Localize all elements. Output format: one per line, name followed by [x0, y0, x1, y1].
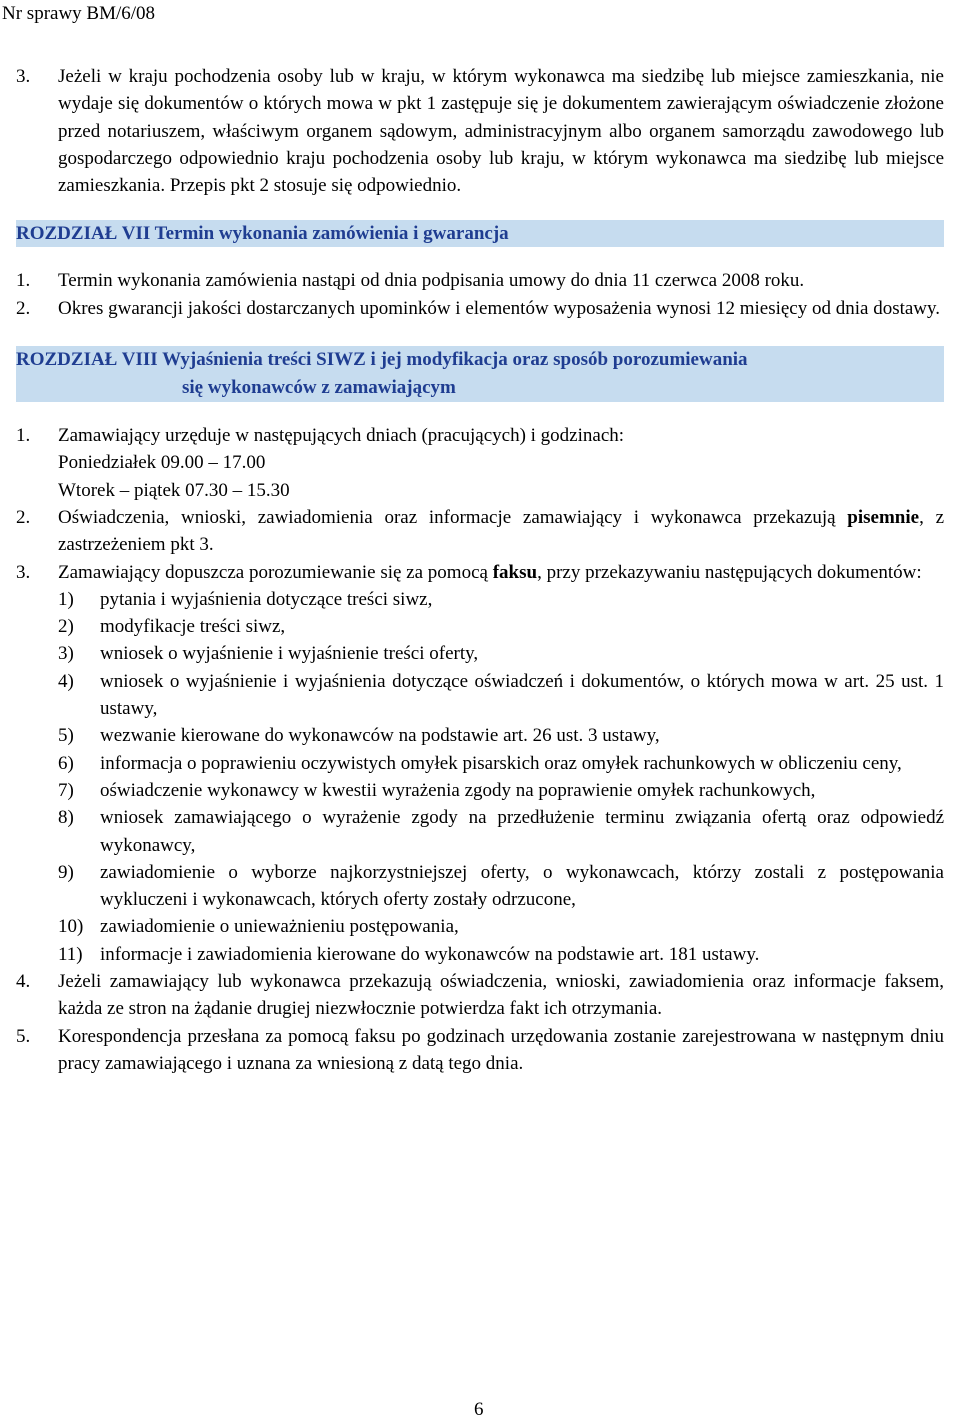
list-item-number: 2): [58, 616, 74, 638]
fax-documents-list: [16, 586, 944, 968]
list-item: [58, 750, 944, 777]
chapter-8-item-3: [16, 559, 944, 586]
item-number: 3.: [16, 561, 31, 583]
list-item: [58, 804, 944, 859]
item-number: 2.: [16, 297, 31, 319]
chapter-7-item: [16, 267, 944, 294]
list-item: [58, 668, 944, 723]
list-item-text: modyfikacje treści siwz,: [100, 616, 286, 638]
list-item-number: 3): [58, 643, 74, 665]
list-item-text: wniosek o wyjaśnienie i wyjaśnienie treści oferty,: [100, 643, 479, 665]
list-item-number: 11): [58, 943, 83, 965]
item-text: [58, 422, 944, 504]
office-hours-tue-fri: Wtorek – piątek 07.30 – 15.30: [58, 479, 290, 501]
document-reference: Nr sprawy BM/6/08: [2, 3, 156, 24]
item-number: 1.: [16, 425, 31, 447]
list-item-text: wniosek o wyjaśnienie i wyjaśnienia dotyczące oświadczeń i dokumentów, o których mowa w art. 25 ust. 1 ustawy,: [100, 670, 944, 720]
list-item-text: oświadczenie wykonawcy w kwestii wyrażenia zgody na poprawienie omyłek rachunkowych,: [100, 779, 816, 801]
item-number: 3.: [16, 66, 31, 87]
list-item-text: pytania i wyjaśnienia dotyczące treści siwz,: [100, 588, 433, 610]
item-text: Jeżeli zamawiający lub wykonawca przekazują oświadczenia, wnioski, zawiadomienia oraz informacje faksem, każda ze stron na żądanie drugiej niezwłocznie potwierdza fakt ich otrzymania.: [58, 971, 944, 1020]
chapter-8-heading-line1: ROZDZIAŁ VIII Wyjaśnienia treści SIWZ i jej modyfikacja oraz sposób porozumiewania: [16, 349, 748, 371]
item-number: 2.: [16, 506, 31, 528]
chapter-8-heading-line2: się wykonawców z zamawiającym: [182, 377, 456, 399]
list-item: [58, 913, 944, 940]
list-item-number: 8): [58, 807, 74, 829]
text-part: Oświadczenia, wnioski, zawiadomienia oraz informacje zamawiający i wykonawca przekazują: [58, 506, 848, 528]
list-item: [58, 859, 944, 914]
item-number: 4.: [16, 971, 31, 993]
list-item-number: 9): [58, 861, 74, 883]
intro-paragraph: [16, 63, 944, 199]
office-hours-intro: Zamawiający urzęduje w następujących dniach (pracujących) i godzinach:: [58, 425, 625, 447]
chapter-8-heading: [16, 346, 944, 402]
item-text: Korespondencja przesłana za pomocą faksu po godzinach urzędowania zostanie zarejestrowana w następnym dniu pracy zamawiającego i uznana za wniesioną z datą tego dnia.: [58, 1025, 944, 1074]
chapter-8-item-2: [16, 504, 944, 559]
page-number: 6: [474, 1399, 484, 1420]
text-part: Zamawiający dopuszcza porozumiewanie się za pomocą: [58, 561, 493, 583]
list-item-text: zawiadomienie o wyborze najkorzystniejszej oferty, o wykonawcach, którzy zostali z postępowania wykluczeni i wykonawcach, których oferty zostały odrzucone,: [100, 861, 944, 911]
text-part: , przy przekazywaniu następujących dokumentów:: [537, 561, 922, 583]
text-part: , z zastrzeżeniem pkt 3.: [58, 506, 944, 556]
list-item: [58, 941, 944, 968]
document-body: [16, 63, 944, 1077]
list-item: [58, 777, 944, 804]
bold-term: pisemnie: [847, 506, 920, 528]
list-item: [58, 640, 944, 667]
chapter-8-item-4: [16, 968, 944, 1023]
list-item: [58, 722, 944, 749]
list-item-text: zawiadomienie o unieważnieniu postępowania,: [100, 916, 459, 938]
list-item-number: 6): [58, 752, 74, 774]
chapter-8-item-1: [16, 422, 944, 504]
list-item-number: 7): [58, 779, 74, 801]
chapter-8-item-5: [16, 1023, 944, 1078]
item-text: Termin wykonania zamówienia nastąpi od dnia podpisania umowy do dnia 11 czerwca 2008 roku.: [58, 270, 805, 292]
item-text: [58, 559, 944, 586]
chapter-7-heading: ROZDZIAŁ VII Termin wykonania zamówienia i gwarancja: [16, 220, 944, 247]
chapter-7-item: [16, 295, 944, 322]
list-item-text: informacje i zawiadomienia kierowane do wykonawców na podstawie art. 181 ustawy.: [100, 943, 760, 965]
item-number: 5.: [16, 1025, 31, 1047]
bold-term: faksu: [492, 561, 538, 583]
item-text: [58, 504, 944, 559]
list-item-number: 10): [58, 916, 84, 938]
item-text: Jeżeli w kraju pochodzenia osoby lub w kraju, w którym wykonawca ma siedzibę lub miejsce zamieszkania, nie wydaje się dokumentów o których mowa w pkt 1 zastępuje się je dokumentem zawierającym oświadczenie złożone przed notariuszem, właściwym organem sądowym, administracyjnym albo organem samorządu zawodowego lub gospodarczego odpowiednio kraju pochodzenia osoby lub kraju, w którym wykonawca ma siedzibę lub miejsce zamieszkania. Przepis pkt 2 stosuje się odpowiednio.: [58, 66, 944, 197]
list-item: [58, 613, 944, 640]
list-item-text: wniosek zamawiającego o wyrażenie zgody na przedłużenie terminu związania ofertą oraz odpowiedź wykonawcy,: [100, 807, 944, 856]
list-item-number: 4): [58, 670, 74, 692]
list-item-text: informacja o poprawieniu oczywistych omyłek pisarskich oraz omyłek rachunkowych w obliczeniu ceny,: [100, 752, 902, 774]
list-item: [58, 586, 944, 613]
list-item-number: 1): [58, 588, 74, 610]
list-item-text: wezwanie kierowane do wykonawców na podstawie art. 26 ust. 3 ustawy,: [100, 725, 660, 747]
list-item-number: 5): [58, 725, 74, 747]
item-number: 1.: [16, 270, 31, 292]
office-hours-monday: Poniedziałek 09.00 – 17.00: [58, 452, 266, 474]
item-text: Okres gwarancji jakości dostarczanych upominków i elementów wyposażenia wynosi 12 miesięcy od dnia dostawy.: [58, 297, 941, 319]
